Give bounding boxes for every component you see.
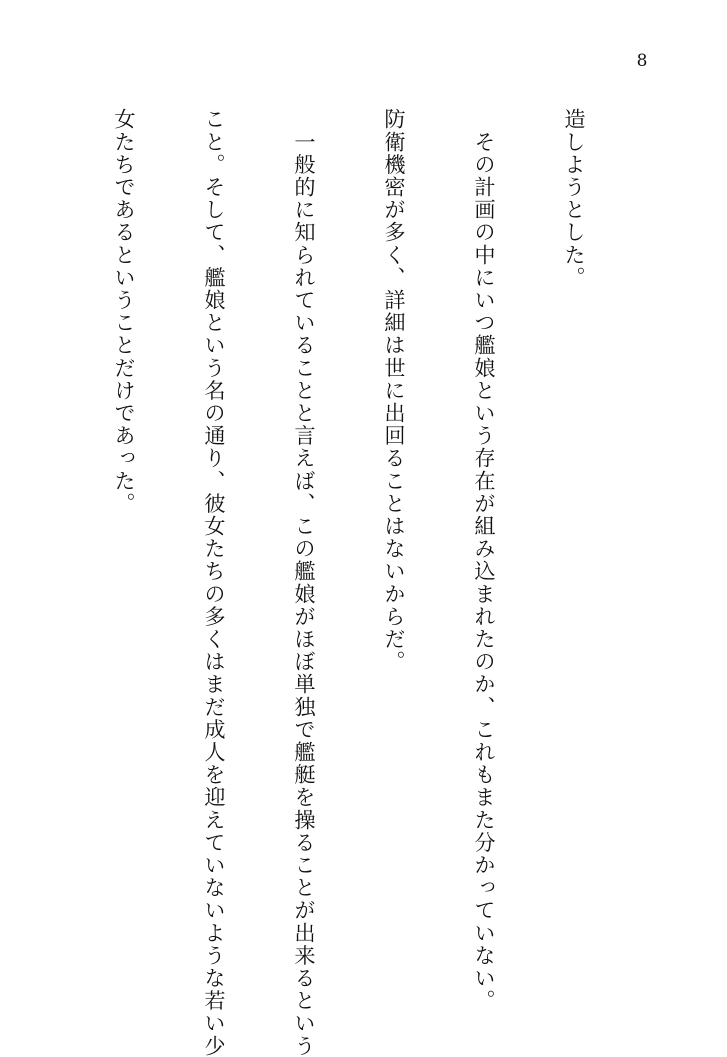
text-line-5: こと。そして、艦娘という名の通り、彼女たちの多くはまだ成人を迎えていないような若い少 <box>202 108 227 1057</box>
body-text <box>112 108 649 1057</box>
text-line-1: 造しようとした。 <box>562 108 587 289</box>
text-line-3: 防衛機密が多く、詳細は世に出回ることはないからだ。 <box>382 108 407 673</box>
text-line-2: その計画の中にいつ艦娘という存在が組み込まれたのか、これもまた分かっていない。 <box>472 108 497 1012</box>
section-break <box>19 108 49 958</box>
text-line-4: 一般的に知られていることと言えば、この艦娘がほぼ単独で艦艇を操ることが出来るという <box>292 108 317 1057</box>
page-number: 8 <box>636 51 648 71</box>
text-line-6: 女たちであるということだけであった。 <box>112 108 137 515</box>
